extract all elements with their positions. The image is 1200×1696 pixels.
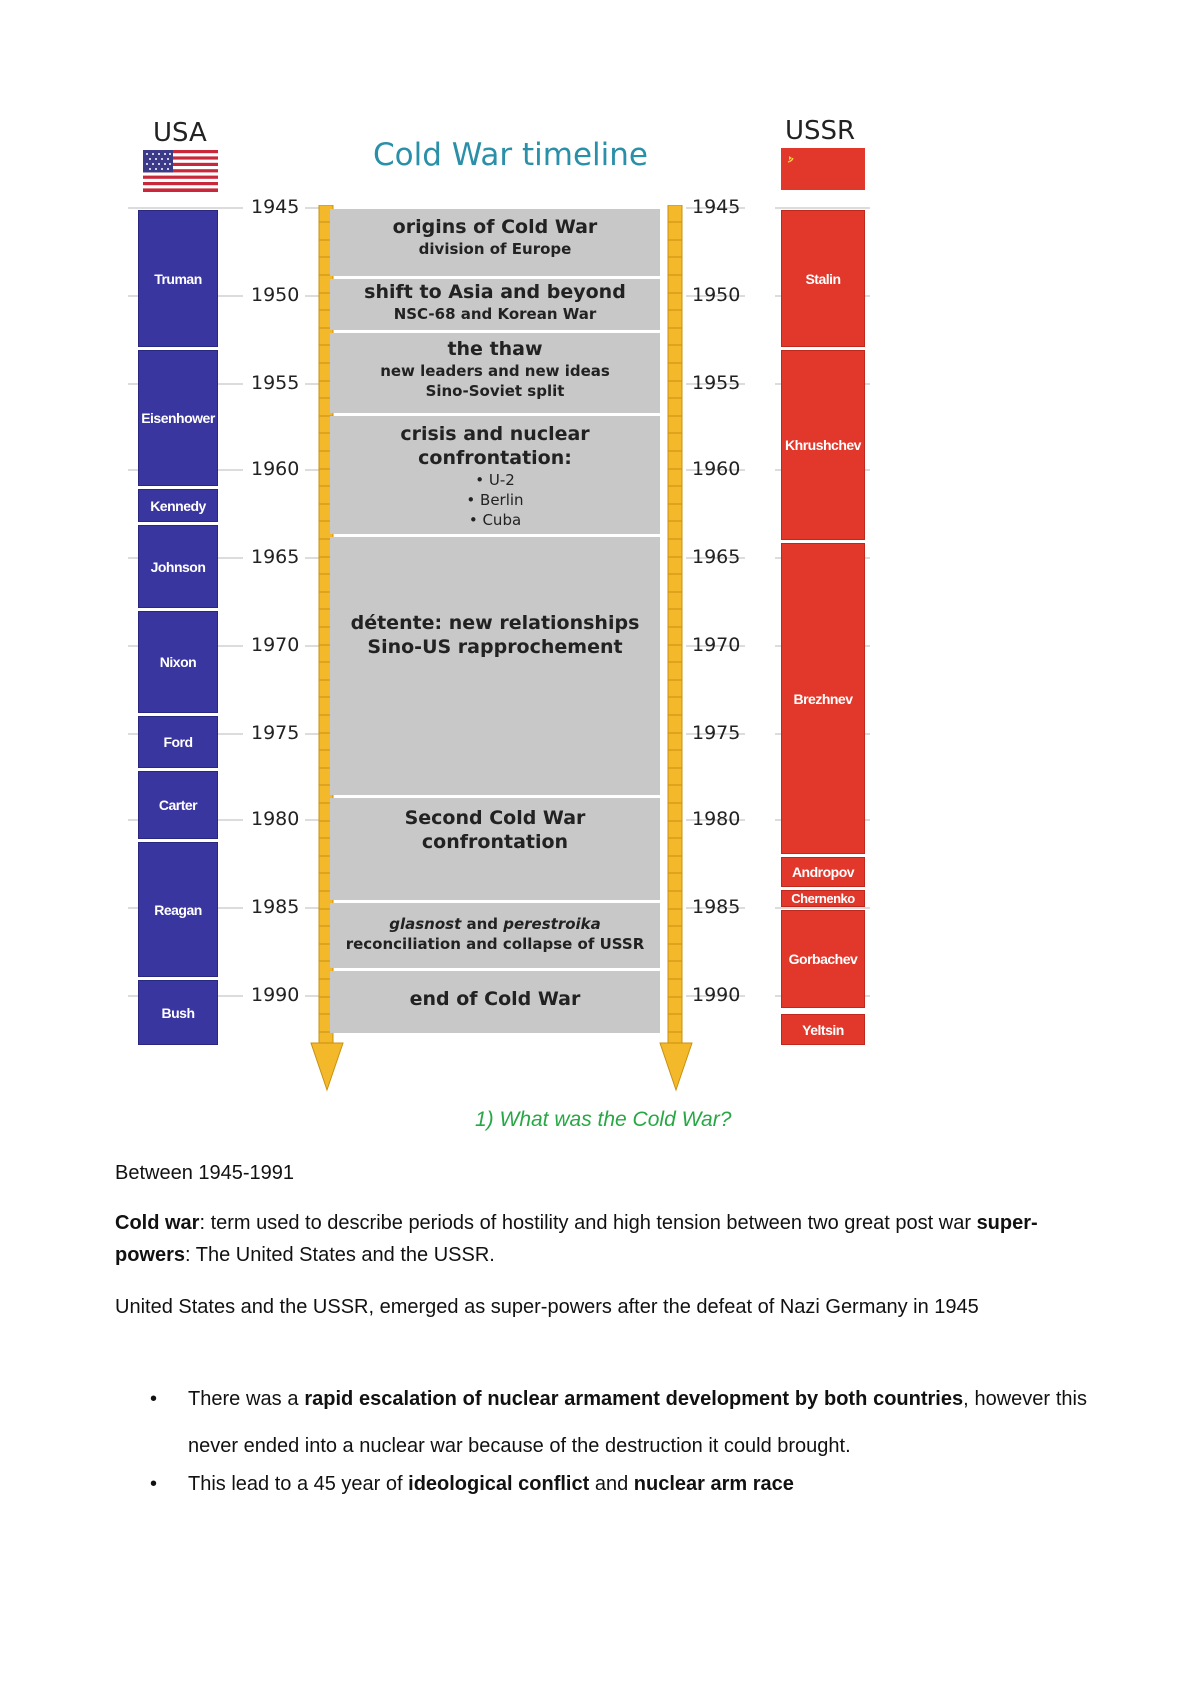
era-glasnost-and: and <box>461 915 504 933</box>
paragraph-dates: Between 1945-1991 <box>115 1162 295 1184</box>
year-left-1955: 1955 <box>251 372 300 394</box>
ussr-label: USSR <box>785 116 856 146</box>
year-right-1970: 1970 <box>692 634 741 656</box>
usa-leader-reagan: Reagan <box>138 842 218 977</box>
era-shift-asia-title: shift to Asia and beyond <box>364 281 626 303</box>
bullet-text-2 <box>188 1464 1087 1504</box>
ussr-leader-chernenko: Chernenko <box>781 890 865 907</box>
usa-leader-eisenhower: Eisenhower <box>138 350 218 486</box>
bullet-2-mid: and <box>589 1473 634 1495</box>
bullet-2-bold-2: nuclear arm race <box>633 1473 794 1495</box>
usa-leader-carter: Carter <box>138 771 218 839</box>
usa-leader-kennedy: Kennedy <box>138 489 218 522</box>
year-left-1975: 1975 <box>251 722 300 744</box>
era-thaw-sub1: new leaders and new ideas <box>380 362 610 380</box>
paragraph-definition <box>115 1207 1087 1271</box>
usa-label: USA <box>153 118 207 148</box>
year-left-1980: 1980 <box>251 808 300 830</box>
ussr-leader-andropov: Andropov <box>781 857 865 887</box>
year-right-1950: 1950 <box>692 284 741 306</box>
era-thaw-sub2: Sino-Soviet split <box>425 382 565 400</box>
term-super-powers: super-powers <box>115 1212 1038 1266</box>
year-left-1985: 1985 <box>251 896 300 918</box>
ussr-leader-gorbachev: Gorbachev <box>781 910 865 1008</box>
era-thaw-title: the thaw <box>447 338 543 360</box>
era-shift-asia-subtitle: NSC-68 and Korean War <box>393 305 597 323</box>
usa-leader-nixon: Nixon <box>138 611 218 713</box>
definition-text-2: : The United States and the USSR. <box>185 1244 495 1266</box>
era-second-cold-war-title2: confrontation <box>421 831 569 853</box>
era-glasnost <box>330 903 660 968</box>
era-crisis-bullet-cuba: • Cuba <box>468 511 522 529</box>
era-detente-title1: détente: new relationships <box>350 612 640 634</box>
era-glasnost-word: glasnost <box>389 915 462 933</box>
right-timeline-arrow-icon <box>659 205 693 1095</box>
year-left-1950: 1950 <box>251 284 300 306</box>
era-origins-title: origins of Cold War <box>392 216 598 238</box>
era-origins <box>330 209 660 276</box>
era-end <box>330 971 660 1033</box>
era-crisis-title1: crisis and nuclear <box>400 423 590 445</box>
year-right-1960: 1960 <box>692 458 741 480</box>
ussr-leader-khrushchev: Khrushchev <box>781 350 865 540</box>
era-second-cold-war <box>330 798 660 900</box>
year-right-1980: 1980 <box>692 808 741 830</box>
year-right-1965: 1965 <box>692 546 741 568</box>
bullet-2-bold-1: ideological conflict <box>408 1473 590 1495</box>
bullet-item-escalation <box>150 1376 1087 1470</box>
timeline-title: Cold War timeline <box>373 137 649 173</box>
year-left-1960: 1960 <box>251 458 300 480</box>
era-second-cold-war-title1: Second Cold War <box>404 807 586 829</box>
ussr-leader-yeltsin: Yeltsin <box>781 1014 865 1045</box>
year-left-1970: 1970 <box>251 634 300 656</box>
paragraph-emerged: United States and the USSR, emerged as super-powers after the defeat of Nazi Germany in 1945 <box>115 1296 979 1318</box>
bullet-2-pre: This lead to a 45 year of <box>188 1473 409 1495</box>
era-crisis-title2: confrontation: <box>418 447 572 469</box>
year-right-1990: 1990 <box>692 984 741 1006</box>
era-thaw <box>330 333 660 413</box>
year-right-1985: 1985 <box>692 896 741 918</box>
era-glasnost-line1 <box>330 914 660 934</box>
era-perestroika-word: perestroika <box>503 915 601 933</box>
bullet-1-post: , however this never ended into a nuclear war because of the destruction it could brought. <box>188 1388 1088 1457</box>
bullet-marker-1: • <box>150 1388 158 1410</box>
ussr-leader-stalin: Stalin <box>781 210 865 347</box>
year-right-1955: 1955 <box>692 372 741 394</box>
usa-leader-ford: Ford <box>138 716 218 768</box>
era-crisis-bullet-berlin: • Berlin <box>466 491 524 509</box>
usa-leader-johnson: Johnson <box>138 525 218 608</box>
year-left-1945: 1945 <box>251 196 300 218</box>
era-end-title: end of Cold War <box>409 988 581 1010</box>
ussr-leader-brezhnev: Brezhnev <box>781 543 865 854</box>
era-glasnost-line2: reconciliation and collapse of USSR <box>345 935 645 953</box>
bullet-1-bold: rapid escalation of nuclear armament development by both countries <box>304 1388 964 1410</box>
era-shift-asia <box>330 279 660 330</box>
term-cold-war: Cold war <box>115 1212 200 1234</box>
bullet-item-arm-race <box>150 1464 1087 1504</box>
year-left-1990: 1990 <box>251 984 300 1006</box>
era-crisis-bullet-u2: • U-2 <box>475 471 515 489</box>
year-right-1945: 1945 <box>692 196 741 218</box>
era-crisis <box>330 416 660 534</box>
bullet-marker-2: • <box>150 1473 158 1495</box>
bullet-1-pre: There was a <box>188 1388 305 1410</box>
usa-leader-truman: Truman <box>138 210 218 347</box>
bullet-text-1 <box>188 1376 1087 1470</box>
bullet-list <box>150 1384 1087 1504</box>
era-origins-subtitle: division of Europe <box>418 240 572 258</box>
era-detente <box>330 537 660 795</box>
question-heading: 1) What was the Cold War? <box>475 1108 732 1131</box>
usa-leader-bush: Bush <box>138 980 218 1045</box>
year-right-1975: 1975 <box>692 722 741 744</box>
era-detente-title2: Sino-US rapprochement <box>367 636 623 658</box>
definition-text-1: : term used to describe periods of hostility and high tension between two great post war <box>199 1212 977 1234</box>
year-left-1965: 1965 <box>251 546 300 568</box>
